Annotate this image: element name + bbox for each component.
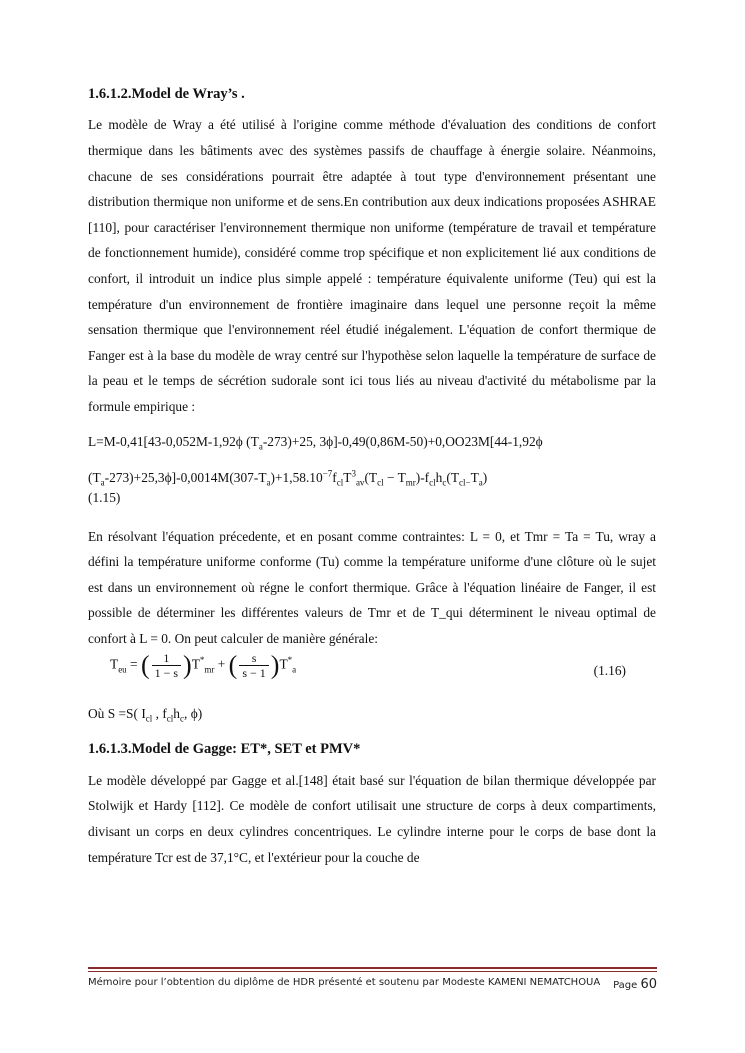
equation-line-1: L=M-0,41[43-0,052M-1,92ϕ $(T_a-273)+25$, 3ϕ]-0,49(0,86M-50)+0,OO23M[44-1,92ϕ [88, 433, 543, 452]
equation-number-1-15: (1.15) [88, 489, 121, 505]
paragraph-wray: Le modèle de Wray a été utilisé à l'origine comme méthode d'évaluation des conditions de confort thermique dans les bâtiments avec des systèmes passifs de chauffage à énergie solaire. Néanmoins, chacune de ses considérations pourrait être adaptée à tout type d'environnement présentant une distribution thermique non uniforme et de sens.En contribution aux deux indications proposées ASHRAE [110], pour caractériser l'environnement thermique non uniforme (température de travail et température de fonctionnement humide), considéré comme trop spécifique et non explicitement lié aux conditions de confort, il introduit un indice plus simple appelé : température équivalente uniforme (Teu) qui est la température d'un environnement de frontière imaginaire dans lequel une personne reçoit la même sensation thermique que l'environnement réel étudié inégalement. L'équation de confort thermique de Fanger est à la base du modèle de wray centré sur l'hypothèse selon laquelle la température de surface de la peau et le temps de sécrétion sudorale sont ici tous liés au niveau d'activité du métabolisme par la formule empirique : [88, 117, 656, 414]
section-heading-gagge: 1.6.1.3.Model de Gagge: ET*, SET et PMV* [88, 741, 361, 758]
footer-text: Mémoire pour l’obtention du diplôme de HDR présenté et soutenu par Modeste KAMENI NEMATCHOUA [88, 977, 601, 988]
where-line: Où S =S( $I_{cl}$ , $f_{cl}h_c$, ϕ) [88, 706, 203, 725]
paragraph-gagge: Le modèle développé par Gagge et al.[148] était basé sur l'équation de bilan thermique développée par Stolwijk et Hardy [112]. Ce modèle de confort utilisait une structure de corps à deux compartiments, divisant un corps en deux cylindres concentriques. Le cylindre interne pour le corps de base dont la température Tcr est de 37,1°C, et l'extérieur pour la couche de [88, 772, 656, 865]
equation-line-2: $(T_a-273)+25,3\phi]-0,0014M(307-T_a)+1,58.10^{-7}f_{cl}T^3_{av}(T_{cl} - T_{mr})-f_{cl}h_c(T_{cl-}T_a)$ [88, 468, 488, 488]
paragraph-resolution: En résolvant l'équation précedente, et en posant comme contraintes: L = 0, et Tmr = Ta = Tu, wray a défini la température uniforme conforme (Tu) comme la température uniforme d'une clôture où le sujet est dans un environnement où régne le confort thermique. Grâce à l'équation linéaire de Fanger, il est possible de déterminer les différentes valeurs de Tmr et de T_qui déterminent le niveau optimal de confort à L = 0. On peut calculer de manière générale: [88, 528, 656, 646]
fraction-one-over-one-minus-s: $\frac{1}{1 - s}$ [152, 651, 181, 680]
footer-rule-thick [88, 967, 657, 969]
formula-teu-expression: $T_{eu}$ = ( $\frac{1}{1 - s}$ )$T^*_{mr}$ + ( $\frac{s}{s - 1}$ )$T^*_a$ [110, 650, 297, 681]
fraction-s-over-s-minus-one: $\frac{s}{s - 1}$ [239, 651, 268, 680]
equation-number-1-16: (1.16) [593, 663, 626, 679]
page-number: Page 60 [613, 977, 657, 992]
footer-rule-thin [88, 971, 657, 972]
page-content [88, 86, 656, 870]
section-heading-wray: 1.6.1.2.Model de Wray’s . [88, 86, 245, 102]
formula-teu [88, 651, 656, 695]
